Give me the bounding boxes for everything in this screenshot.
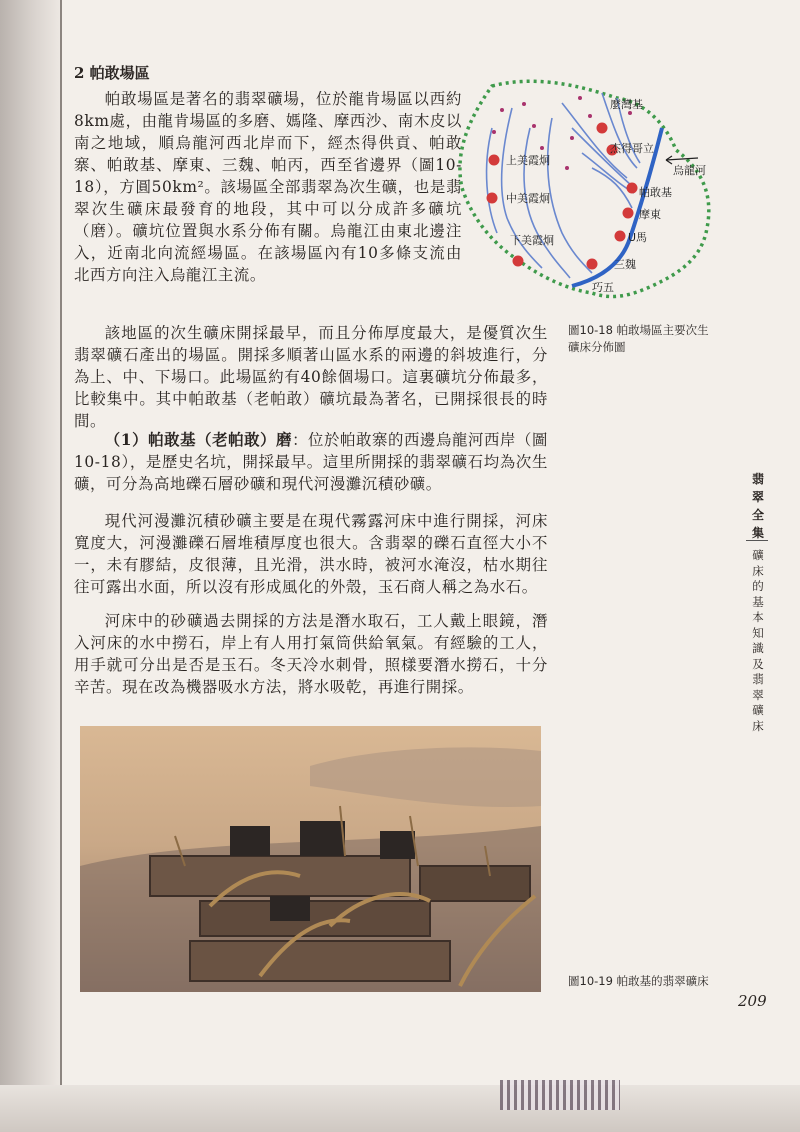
label-sanwei: 三魏 [614, 258, 636, 271]
label-jiedegeli: 杰得哥立 [610, 142, 654, 155]
paragraph-2: 該地區的次生礦床開採最早，而且分佈厚度最大，是優質次生翡翠礦石產出的場區。開採多順著山區水系的兩邊的斜坡進行，分為上、中、下場口。此場區約有40餘個場口。這裏礦坑分佈最多，比較集中。其中帕敢基（老帕敢）礦坑最為著名，已開採很長的時間。 [74, 324, 548, 430]
label-wulong-river: 烏龍河 [673, 164, 706, 177]
label-middle-meixiajiong: 中美霞炯 [506, 192, 550, 205]
label-modong: 摩東 [639, 208, 661, 221]
paragraph-4: 現代河漫灘沉積砂礦主要是在現代霧露河床中進行開採，河床寬度大，河漫灘礫石層堆積厚度也很大。含翡翠的礫石直徑大小不一，未有膠結，皮很薄，且光滑，洪水時，被河水淹沒，枯水期往往可露出水面，所以沒有形成風化的外殼，玉石商人稱之為水石。 [74, 512, 548, 596]
section-heading: 2 帕敢場區 [74, 64, 150, 82]
sidebar-book-title: 翡翠全集 [751, 472, 764, 540]
paragraph-5: 河床中的砂礦過去開採的方法是潛水取石，工人戴上眼鏡，潛入河床的水中撈石，岸上有人用打氣筒供給氧氣。有經驗的工人，用手就可分出是否是玉石。冬天冷水刺骨，照樣要潛水撈石，十分辛苦。現在改為機器吸水方法，將水吸乾，再進行開採。 [74, 612, 548, 696]
mining-rafts-photo [80, 726, 541, 992]
label-uma: U馬 [628, 231, 648, 244]
sidebar-rule [746, 540, 768, 541]
figure-10-19-caption: 圖10-19 帕敢基的翡翠礦床 [568, 974, 709, 988]
mine-distribution-map [452, 68, 727, 318]
sidebar-chapter-title: 礦床的基本知識及翡翠礦床 [752, 548, 764, 733]
label-qiaowu: 巧五 [592, 281, 614, 294]
tributary-streams [487, 93, 640, 278]
book-spine [0, 0, 62, 1132]
paragraph-3 [74, 429, 548, 495]
figure-10-18-caption: 圖10-18 帕敢場區主要次生礦床分佈圖 [568, 323, 709, 354]
label-lower-meixiajiong: 下美霞炯 [510, 234, 554, 247]
binding-edge [60, 0, 62, 1085]
label-pakanji: 帕敢基 [639, 186, 672, 199]
page-number: 209 [738, 992, 767, 1010]
paragraph-1: 帕敢場區是著名的翡翠礦場，位於龍肯場區以西約8km處，由龍肯場區的多磨、媽隆、摩西沙、南木皮以南之地域，順烏龍河西北岸而下，經杰得供貢、帕敢寨、帕敢基、摩東、三魏、帕丙，西至省邊界（圖10-18），方圓50km²。該場區全部翡翠為次生礦，也是翡翠次生礦床最發育的地段，其中可以分成許多礦坑（磨）。礦坑位置與水系分佈有關。烏龍江由東北邊注入，近南北向流經場區。在該場區內有10多條支流由北西方向注入烏龍江主流。 [74, 90, 462, 284]
label-upper-meixiajiong: 上美霞炯 [506, 154, 550, 167]
paragraph-3-text: ：位於帕敢寨的西邊烏龍河西岸（圖10-18），是歷史名坑，開採最早。這里所開採的翡翠礦石均為次生礦，可分為高地礫石層砂礦和現代河漫灘沉積砂礦。 [74, 431, 548, 493]
paragraph-3-lead: （1）帕敢基（老帕敢）磨 [104, 431, 293, 449]
label-maowanji: 麼灣基 [610, 98, 643, 111]
scan-artifact [500, 1080, 620, 1110]
river-arrow [666, 158, 698, 160]
scan-bottom-edge [0, 1085, 800, 1132]
